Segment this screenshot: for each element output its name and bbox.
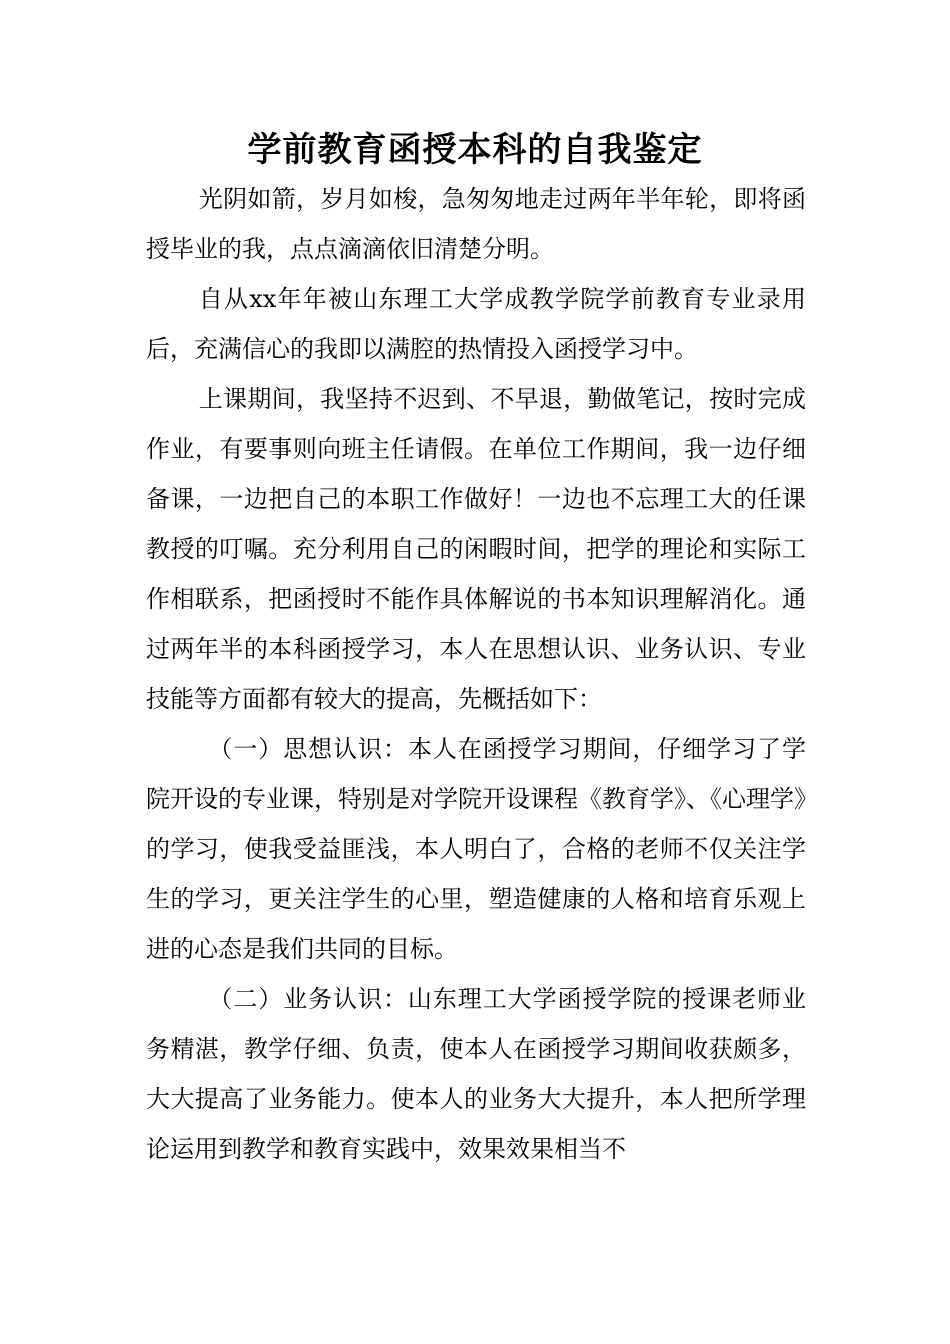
paragraph-professional-understanding: （二）业务认识：山东理工大学函授学院的授课老师业务精湛，教学仔细、负责，使本人在函授学习期间收获颇多，大大提高了业务能力。使本人的业务大大提升，本人把所学理论运用到教学和教育实践中，效果效果相当不 — [146, 985, 806, 1163]
paragraph-study-attitude: 上课期间，我坚持不迟到、不早退，勤做笔记，按时完成作业，有要事则向班主任请假。在单位工作期间，我一边仔细备课，一边把自己的本职工作做好！一边也不忘理工大的任课教授的叮嘱。充分利用自己的闲暇时间，把学的理论和实际工作相联系，把函授时不能作具体解说的书本知识理解消化。通过两年半的本科函授学习，本人在思想认识、业务认识、专业技能等方面都有较大的提高，先概括如下： — [146, 385, 806, 713]
paragraph-admission: 自从xx年年被山东理工大学成教学院学前教育专业录用后，充满信心的我即以满腔的热情投入函授学习中。 — [146, 285, 806, 363]
paragraph-ideological-understanding: （一）思想认识：本人在函授学习期间，仔细学习了学院开设的专业课，特别是对学院开设课程《教育学》、《心理学》的学习，使我受益匪浅，本人明白了，合格的老师不仅关注学生的学习，更关注学生的心里，塑造健康的人格和培育乐观上进的心态是我们共同的目标。 — [146, 735, 806, 963]
paragraph-intro: 光阴如箭，岁月如梭，急匆匆地走过两年半年轮，即将函授毕业的我，点点滴滴依旧清楚分明。 — [146, 185, 806, 263]
document-title: 学前教育函授本科的自我鉴定 — [247, 130, 703, 170]
document-body — [146, 174, 806, 1174]
